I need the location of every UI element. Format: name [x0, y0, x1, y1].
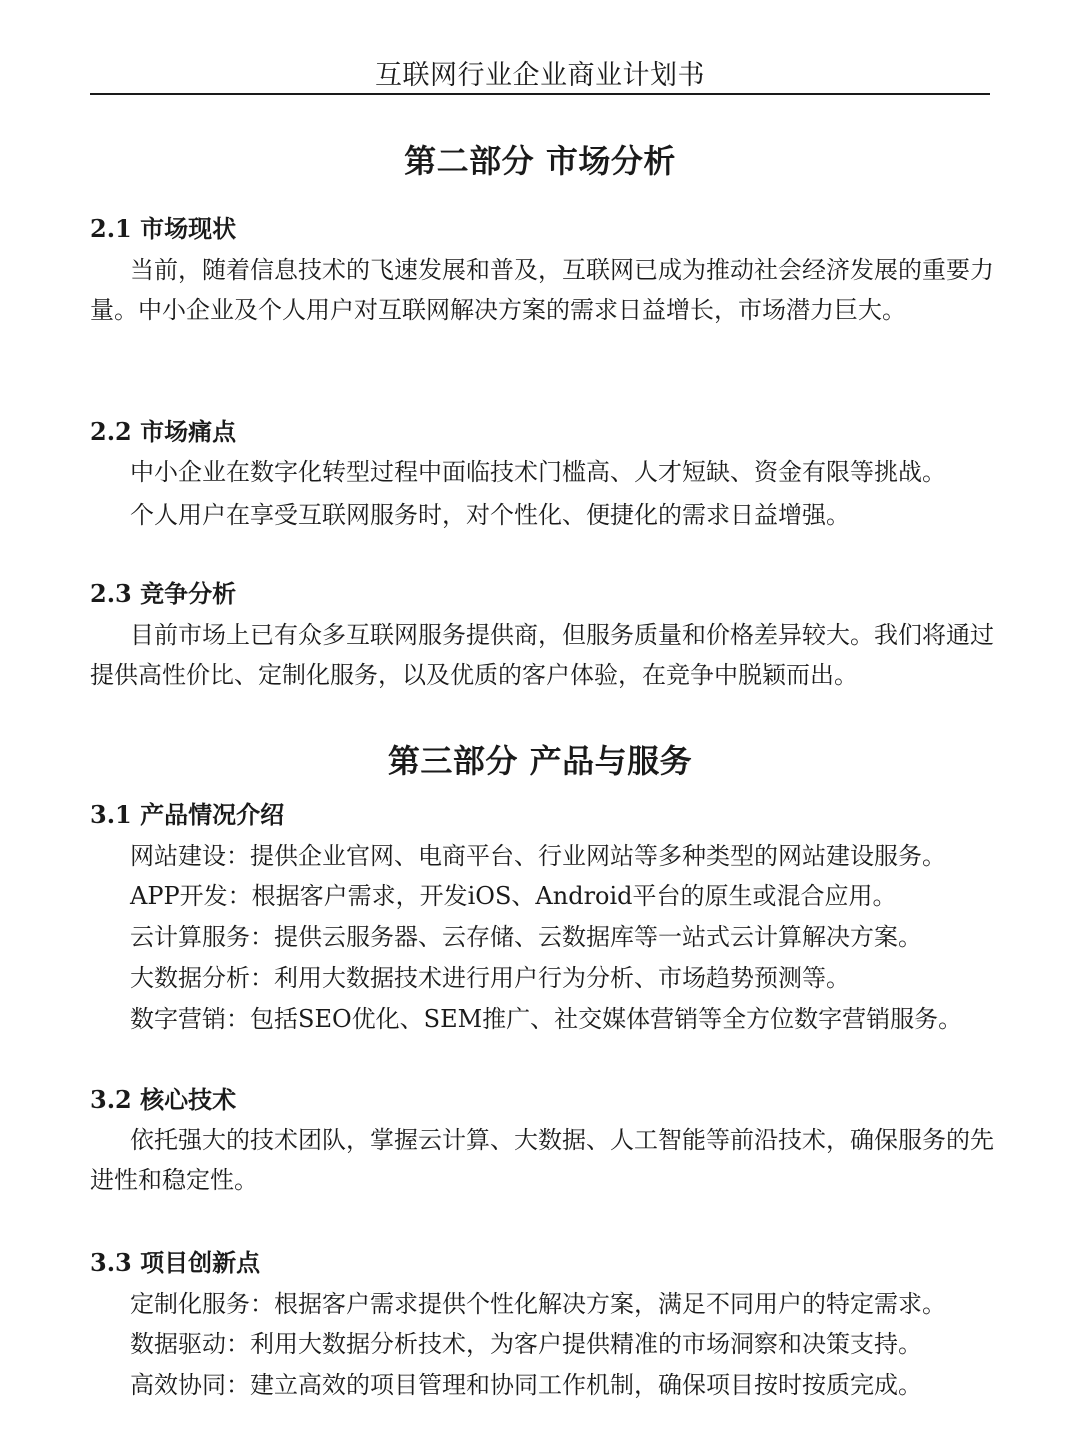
list-item: 云计算服务：提供云服务器、云存储、云数据库等一站式云计算解决方案。 — [130, 923, 922, 951]
list-item: 网站建设：提供企业官网、电商平台、行业网站等多种类型的网站建设服务。 — [130, 842, 946, 870]
part-title-market-analysis: 第二部分 市场分析 — [404, 142, 676, 180]
section-title-2-1: 2.1 市场现状 — [90, 214, 237, 243]
list-item: APP开发：根据客户需求，开发iOS、Android平台的原生或混合应用。 — [130, 882, 897, 910]
section-text-2-3: 目前市场上已有众多互联网服务提供商，但服务质量和价格差异较大。我们将通过提供高性价比、定制化服务，以及优质的客户体验，在竞争中脱颖而出。 — [90, 621, 994, 689]
section-title-2-2: 2.2 市场痛点 — [90, 417, 237, 446]
header-rule — [90, 93, 990, 95]
list-item: 中小企业在数字化转型过程中面临技术门槛高、人才短缺、资金有限等挑战。 — [130, 458, 946, 486]
section-title-2-3: 2.3 竞争分析 — [90, 579, 237, 608]
list-item: 数据驱动：利用大数据分析技术，为客户提供精准的市场洞察和决策支持。 — [130, 1330, 922, 1358]
section-text-3-2: 依托强大的技术团队，掌握云计算、大数据、人工智能等前沿技术，确保服务的先进性和稳定性。 — [90, 1126, 994, 1194]
section-title-3-1: 3.1 产品情况介绍 — [90, 800, 285, 829]
section-title-3-3: 3.3 项目创新点 — [90, 1248, 261, 1277]
list-item: 个人用户在享受互联网服务时，对个性化、便捷化的需求日益增强。 — [130, 501, 850, 529]
section-text-2-1: 当前，随着信息技术的飞速发展和普及，互联网已成为推动社会经济发展的重要力量。中小企业及个人用户对互联网解决方案的需求日益增长，市场潜力巨大。 — [90, 256, 994, 324]
running-header: 互联网行业企业商业计划书 — [375, 60, 705, 91]
part-title-products-services: 第三部分 产品与服务 — [387, 742, 693, 780]
list-item: 高效协同：建立高效的项目管理和协同工作机制，确保项目按时按质完成。 — [130, 1371, 922, 1399]
list-item: 数字营销：包括SEO优化、SEM推广、社交媒体营销等全方位数字营销服务。 — [130, 1005, 963, 1033]
section-title-3-2: 3.2 核心技术 — [90, 1085, 237, 1114]
list-item: 大数据分析：利用大数据技术进行用户行为分析、市场趋势预测等。 — [130, 964, 850, 992]
list-item: 定制化服务：根据客户需求提供个性化解决方案，满足不同用户的特定需求。 — [130, 1290, 946, 1318]
